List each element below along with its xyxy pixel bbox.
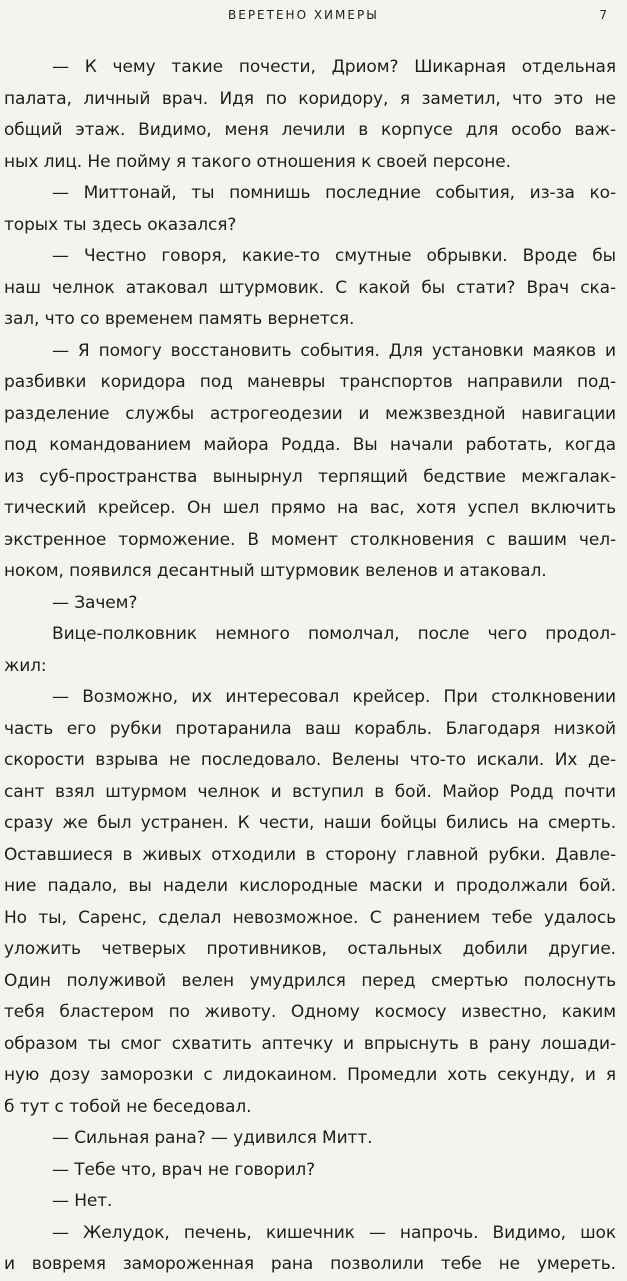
- text-line: под командованием майора Родда. Вы начали работать, когда: [4, 435, 616, 455]
- text-line: Вице-полковник немного помолчал, после чего продол-: [52, 624, 616, 644]
- text-line: — Сильная рана? — удивился Митт.: [52, 1128, 373, 1148]
- text-line: ние падало, вы надели кислородные маски и продолжали бой.: [4, 876, 616, 896]
- text-line: зал, что со временем память вернется.: [4, 309, 355, 329]
- running-title: ВЕРЕТЕНО ХИМЕРЫ: [228, 8, 379, 22]
- text-line: — Желудок, печень, кишечник — напрочь. Видимо, шок: [52, 1222, 616, 1243]
- text-line: ноком, появился десантный штурмовик веленов и атаковал.: [4, 561, 547, 581]
- text-line: Оставшиеся в живых отходили в сторону главной рубки. Давле-: [4, 844, 616, 865]
- text-line: экстренное торможение. В момент столкновения с вашим чел-: [4, 529, 616, 550]
- text-line: разделение службы астрогеодезии и межзвездной навигации: [4, 403, 616, 424]
- text-line: — Зачем?: [52, 592, 138, 613]
- text-line: тебя бластером по животу. Одному космосу известно, каким: [4, 1002, 616, 1022]
- text-line: — Миттонай, ты помнишь последние события, из-за ко-: [52, 183, 616, 203]
- text-line: ных лиц. Не пойму я такого отношения к своей персоне.: [4, 151, 511, 172]
- text-line: разбивки коридора под маневры транспортов направили под-: [4, 372, 616, 392]
- text-line: уложить четверых противников, остальных добили другие.: [4, 939, 616, 959]
- text-line: из суб-пространства вынырнул терпящий бедствие межгалак-: [4, 466, 616, 487]
- page-number: 7: [599, 8, 607, 22]
- text-line: — Честно говоря, какие-то смутные обрывки. Вроде бы: [52, 246, 616, 266]
- text-line: часть его рубки протаранила ваш корабль. Благодаря низкой: [4, 718, 616, 739]
- text-line: жил:: [4, 655, 47, 676]
- text-line: общий этаж. Видимо, меня лечили в корпусе для особо важ-: [4, 120, 616, 140]
- text-line: и вовремя замороженная рана позволили тебе не умереть.: [4, 1254, 616, 1274]
- text-line: наш челнок атаковал штурмовик. С какой бы стати? Врач ска-: [4, 277, 616, 298]
- text-line: образом ты смог схватить аптечку и впрыснуть в рану лошади-: [4, 1033, 616, 1054]
- text-line: торых ты здесь оказался?: [4, 214, 237, 235]
- text-line: — Я помогу восстановить события. Для установки маяков и: [52, 340, 616, 361]
- running-header: [0, 8, 627, 26]
- text-line: палата, личный врач. Идя по коридору, я заметил, что это не: [4, 88, 616, 109]
- text-line: — К чему такие почести, Дриом? Шикарная отдельная: [52, 57, 616, 77]
- text-line: Один полуживой велен умудрился перед смертью полоснуть: [4, 970, 616, 991]
- text-line: — Нет.: [52, 1191, 113, 1211]
- text-line: сразу же был устранен. К чести, наши бойцы бились на смерть.: [4, 813, 616, 833]
- text-line: б тут с тобой не беседовал.: [4, 1096, 252, 1117]
- text-line: сант взял штурмом челнок и вступил в бой. Майор Родд почти: [4, 781, 616, 802]
- text-line: Но ты, Саренс, сделал невозможное. С ранением тебе удалось: [4, 907, 616, 928]
- text-line: — Возможно, их интересовал крейсер. При столкновении: [52, 687, 616, 707]
- text-line: тический крейсер. Он шел прямо на вас, хотя успел включить: [4, 498, 616, 518]
- text-line: скорости взрыва не последовало. Велены что-то искали. Их де-: [4, 750, 616, 770]
- body-text: [4, 52, 616, 1281]
- text-line: — Тебе что, врач не говорил?: [52, 1159, 316, 1180]
- text-line: ную дозу заморозки с лидокаином. Промедли хоть секунду, и я: [4, 1065, 616, 1085]
